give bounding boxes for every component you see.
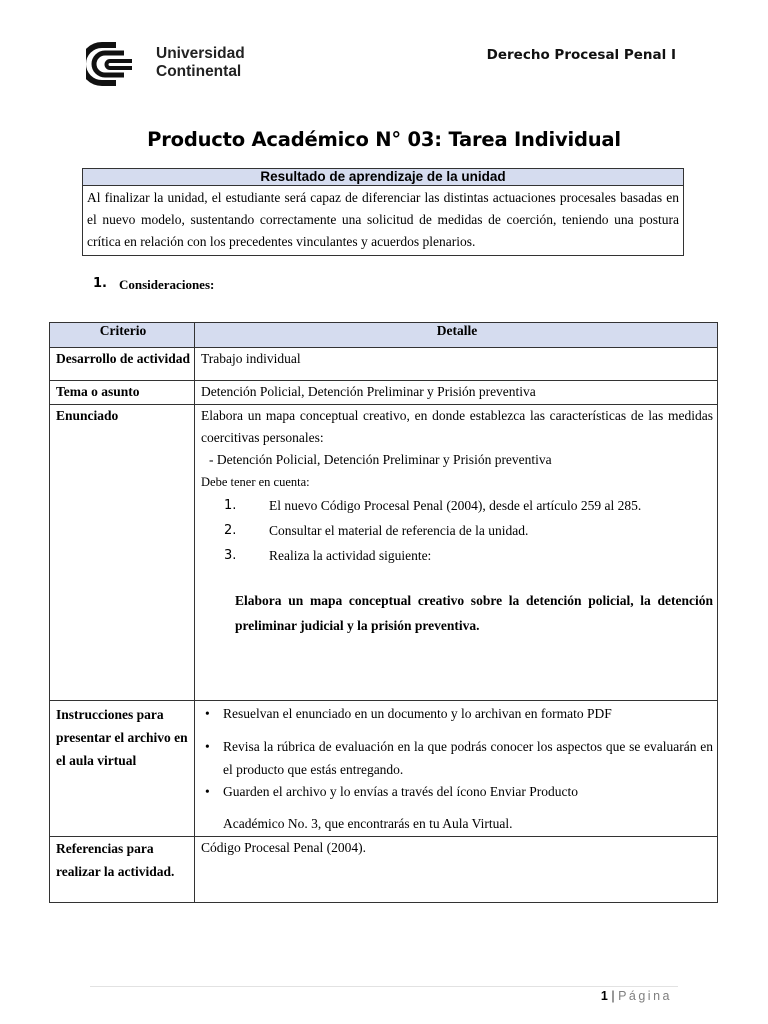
considerations-table [49,322,718,903]
bullet-text: Guarden el archivo y lo envías a través del ícono Enviar Producto [223,784,579,799]
header-detalle: Detalle [195,323,718,348]
instructions-list [201,703,713,835]
logo-name-line2: Continental [156,63,242,80]
list-text: Realiza la actividad siguiente: [269,548,432,563]
table-row [50,701,718,837]
footer-page-word: Página [618,989,672,1003]
course-title: Derecho Procesal Penal I [486,47,676,63]
section-number: 1. [93,276,107,291]
row-label-tema: Tema o asunto [50,381,195,405]
enunciado-list-item [201,518,713,543]
table-row [50,381,718,405]
learning-outcome-box [82,168,684,256]
bullet-text: Revisa la rúbrica de evaluación en la que podrás conocer los aspectos que se evaluarán en el producto que estás entregando. [223,739,713,777]
list-item: • Resuelvan el enunciado en un documento y lo archivan en formato PDF [205,706,612,721]
list-item: • Guarden el archivo y lo envías a través del ícono Enviar Producto [205,784,579,799]
logo-name-line1: Universidad [156,45,245,62]
row-value-tema: Detención Policial, Detención Preliminar y Prisión preventiva [195,381,718,405]
enunciado-dash-item: - Detención Policial, Detención Preliminar y Prisión preventiva [209,452,552,467]
bullet-text: Académico No. 3, que encontrarás en tu Aula Virtual. [223,816,513,831]
table-row [50,348,718,381]
table-header-row [50,323,718,348]
bullet-text: Resuelvan el enunciado en un documento y lo archivan en formato PDF [223,706,612,721]
table-row [50,837,718,903]
page-footer [601,989,672,1003]
learning-outcome-heading: Resultado de aprendizaje de la unidad [83,169,683,186]
enunciado-list-item [201,543,713,568]
enunciado-list-item [201,493,713,518]
learning-outcome-text: Al finalizar la unidad, el estudiante será capaz de diferenciar las distintas actuaciones procesales basadas en el nuevo modelo, sustentando correctamente una solicitud de medidas de coerción, teniendo una postura crítica en relación con los precedentes vinculantes y acuerdos plenarios. [87,190,679,249]
row-value-desarrollo: Trabajo individual [195,348,718,381]
enunciado-note: Debe tener en cuenta: [201,475,310,489]
enunciado-task: Elabora un mapa conceptual creativo sobre la detención policial, la detención preliminar judicial y la prisión preventiva. [235,593,713,633]
table-row [50,405,718,701]
row-value-enunciado [195,405,718,701]
row-label-instrucciones: Instrucciones para presentar el archivo en el aula virtual [50,701,195,837]
row-label-referencias: Referencias para realizar la actividad. [50,837,195,903]
header-criterio: Criterio [50,323,195,348]
list-number: 1. [224,498,237,513]
list-number: 2. [224,523,237,538]
row-value-instrucciones [195,701,718,837]
list-text: El nuevo Código Procesal Penal (2004), desde el artículo 259 al 285. [269,498,642,513]
row-label-desarrollo: Desarrollo de actividad [50,348,195,381]
row-label-enunciado: Enunciado [50,405,195,701]
footer-divider [90,986,678,987]
list-item: • Revisa la rúbrica de evaluación en la que podrás conocer los aspectos que se evaluarán en el producto que estás entregando. [205,739,713,777]
list-number: 3. [224,548,237,563]
row-value-referencias: Código Procesal Penal (2004). [195,837,718,903]
section-label: Consideraciones: [119,277,215,292]
list-text: Consultar el material de referencia de la unidad. [269,523,529,538]
footer-separator: | [611,989,615,1003]
page-number: 1 [600,989,608,1003]
page-title: Producto Académico N° 03: Tarea Individual [147,128,621,151]
enunciado-intro: Elabora un mapa conceptual creativo, en donde establezca las características de las medidas coercitivas personales: [201,408,713,445]
list-item-continued [201,813,713,835]
